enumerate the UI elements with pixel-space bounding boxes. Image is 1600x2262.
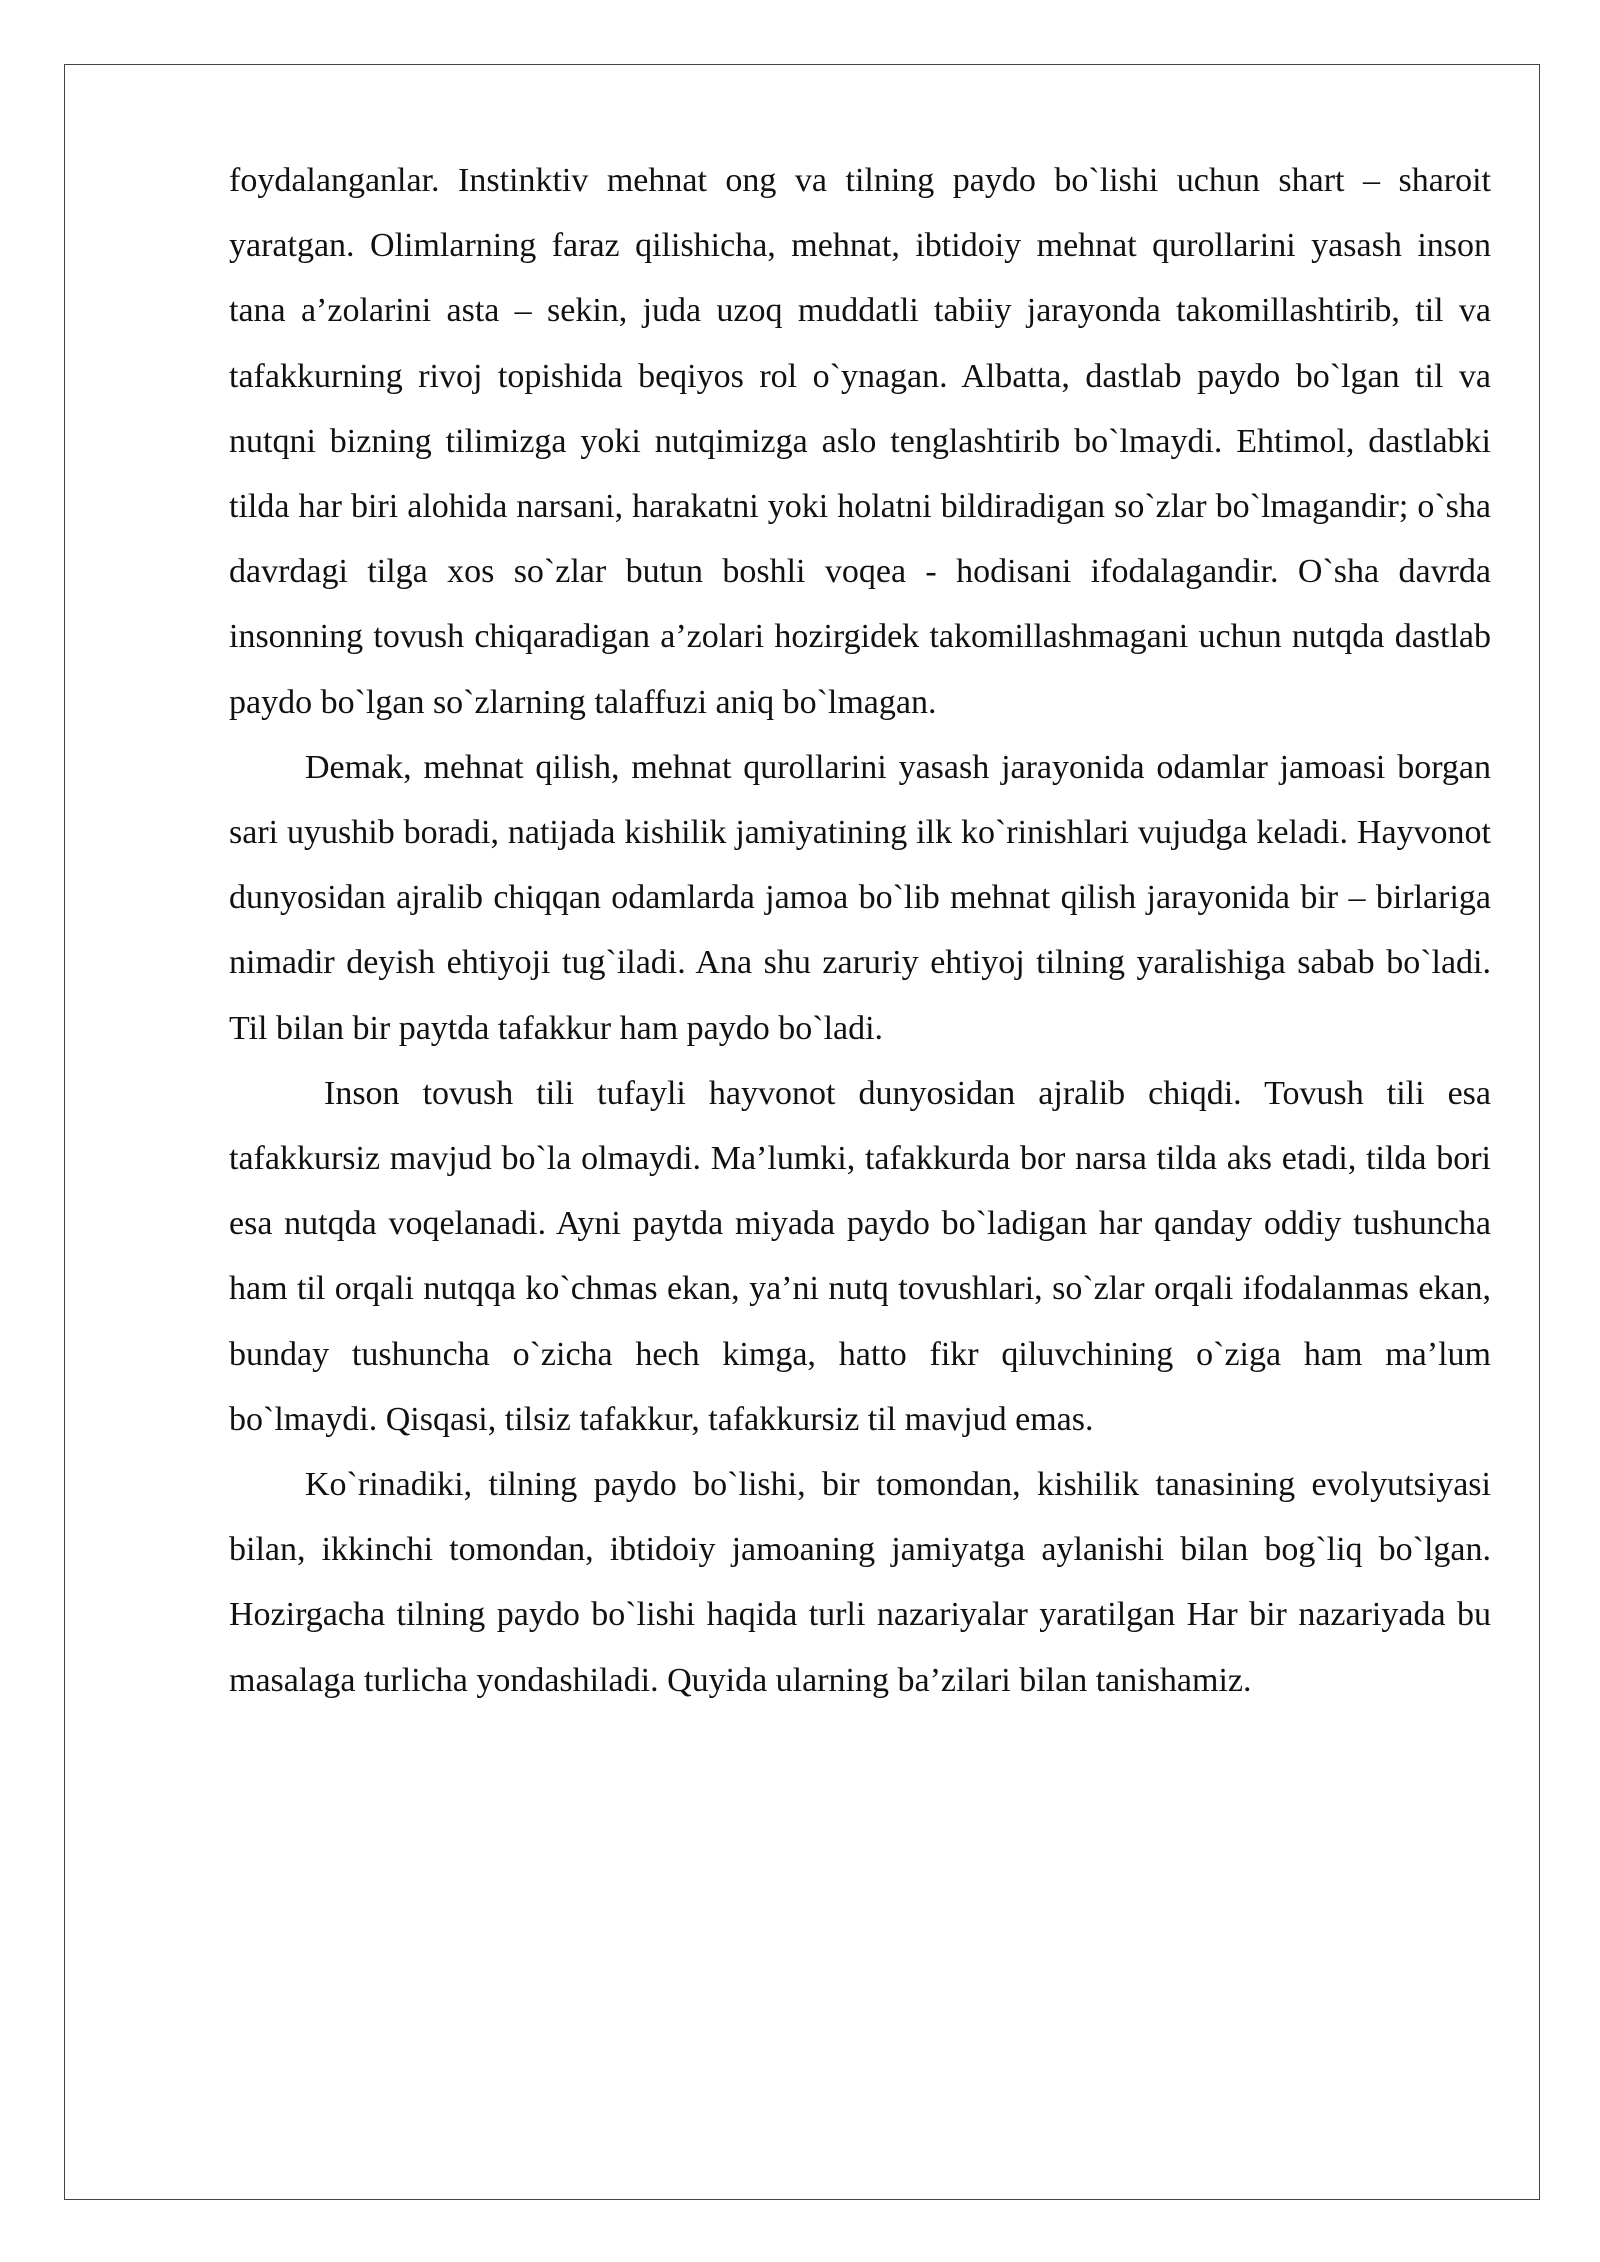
paragraph-3: Inson tovush tili tufayli hayvonot dunyosidan ajralib chiqdi. Tovush tili esa tafakkursiz mavjud bo`la olmaydi. Ma’lumki, tafakkurda bor narsa tilda aks etadi, tilda bori esa nutqda voqelanadi. Ayni paytda miyada paydo bo`ladigan har qanday oddiy tushuncha ham til orqali nutqqa ko`chmas ekan, ya’ni nutq tovushlari, so`zlar orqali ifodalanmas ekan, bunday tushuncha o`zicha hech kimga, hatto fikr qiluvchining o`ziga ham ma’lum bo`lmaydi. Qisqasi, tilsiz tafakkur, tafakkursiz til mavjud emas.: [229, 1074, 1491, 1438]
paragraph-1: foydalanganlar. Instinktiv mehnat ong va tilning paydo bo`lishi uchun shart – sharoit yaratgan. Olimlarning faraz qilishicha, mehnat, ibtidoiy mehnat qurollarini yasash inson tana a’zolarini asta – sekin, juda uzoq muddatli tabiiy jarayonda takomillashtirib, til va tafakkurning rivoj topishida beqiyos rol o`ynagan. Albatta, dastlab paydo bo`lgan til va nutqni bizning tilimizga yoki nutqimizga aslo tenglashtirib bo`lmaydi. Ehtimol, dastlabki tilda har biri alohida narsani, harakatni yoki holatni bildiradigan so`zlar bo`lmagandir; o`sha davrdagi tilga xos so`zlar butun boshli voqea - hodisani ifodalagandir. O`sha davrda insonning tovush chiqaradigan a’zolari hozirgidek takomillashmagani uchun nutqda dastlab paydo bo`lgan so`zlarning talaffuzi aniq bo`lmagan.: [229, 162, 1491, 721]
paragraph-4: Ko`rinadiki, tilning paydo bo`lishi, bir tomondan, kishilik tanasining evolyutsiyasi bilan, ikkinchi tomondan, ibtidoiy jamoaning jamiyatga aylanishi bilan bog`liq bo`lgan. Hozirgacha tilning paydo bo`lishi haqida turli nazariyalar yaratilgan Har bir nazariyada bu masalaga turlicha yondashiladi. Quyida ularning ba’zilari bilan tanishamiz.: [229, 1466, 1491, 1699]
paragraph-2: Demak, mehnat qilish, mehnat qurollarini yasash jarayonida odamlar jamoasi borgan sari uyushib boradi, natijada kishilik jamiyatining ilk ko`rinishlari vujudga keladi. Hayvonot dunyosidan ajralib chiqqan odamlarda jamoa bo`lib mehnat qilish jarayonida bir – birlariga nimadir deyish ehtiyoji tug`iladi. Ana shu zaruriy ehtiyoj tilning yaralishiga sabab bo`ladi. Til bilan bir paytda tafakkur ham paydo bo`ladi.: [229, 748, 1491, 1047]
document-body: [229, 148, 1491, 1713]
